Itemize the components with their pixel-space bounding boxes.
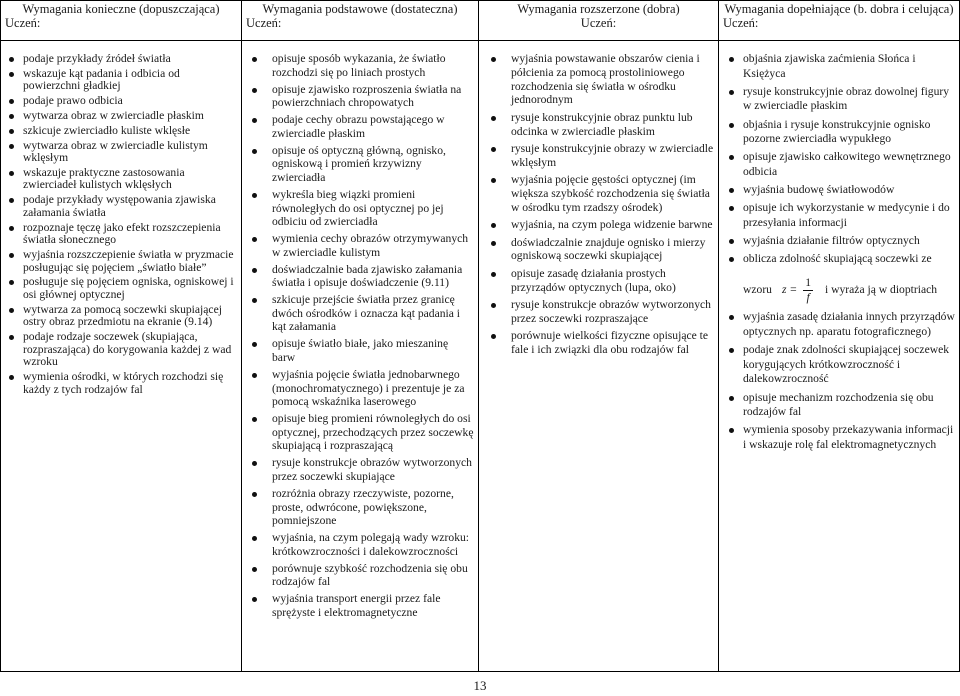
column-header — [719, 1, 959, 41]
requirement-item: wyjaśnia powstawanie obszarów cienia i półcienia za pomocą prostoliniowego rozchodzenia się światła w ośrodku jednorodnym — [511, 52, 714, 107]
requirement-item: wyjaśnia, na czym polegają wady wzroku: krótkowzroczności i dalekowzroczności — [272, 531, 474, 558]
requirement-item: wyjaśnia budowę światłowodów — [743, 183, 955, 198]
student-label: Uczeń: — [580, 16, 617, 30]
requirement-item: podaje prawo odbicia — [23, 95, 235, 108]
requirement-item: rozpoznaje tęczę jako efekt rozszczepienia światła słonecznego — [23, 222, 235, 247]
student-label: Uczeń: — [723, 16, 759, 30]
requirement-item: wskazuje praktyczne zastosowania zwierciadeł kulistych wklęsłych — [23, 167, 235, 192]
formula-prefix: wzoru — [743, 283, 772, 297]
requirement-list — [719, 41, 959, 453]
requirement-item: podaje znak zdolności skupiającej soczewek korygujących krótkowzroczność i dalekowzroczność — [743, 343, 955, 387]
requirement-item: doświadczalnie znajduje ognisko i mierzy ogniskową soczewki skupiającej — [511, 236, 714, 264]
requirement-item: rysuje konstrukcyjnie obraz dowolnej figury w zwierciadle płaskim — [743, 85, 955, 114]
requirement-item: wyjaśnia pojęcie gęstości optycznej (im większa szybkość rozchodzenia się światła w ośrodku tym rzadszy ośrodek) — [511, 173, 714, 214]
requirement-item: opisuje mechanizm rozchodzenia się obu rodzajów fal — [743, 391, 955, 420]
requirement-item: szkicuje przejście światła przez granicę dwóch ośrodków i oznacza kąt padania i kąt załamania — [272, 293, 474, 334]
requirement-item: rysuje konstrukcje obrazów wytworzonych przez soczewki rozpraszające — [511, 298, 714, 326]
requirement-item: wykreśla bieg wiązki promieni równoległych do osi optycznej po jej odbiciu od zwierciadła — [272, 188, 474, 229]
requirement-item: opisuje zasadę działania prostych przyrządów optycznych (lupa, oko) — [511, 267, 714, 295]
requirement-item: wyjaśnia działanie filtrów optycznych — [743, 234, 955, 249]
formula-suffix: i wyraża ją w dioptriach — [825, 283, 938, 297]
column-title: Wymagania konieczne (dopuszczająca) — [22, 2, 220, 16]
requirement-item: oblicza zdolność skupiającą soczewki ze — [743, 252, 955, 267]
column-dopelniajace — [718, 1, 959, 671]
column-podstawowe — [241, 1, 478, 671]
requirement-item: opisuje ich wykorzystanie w medycynie i do przesyłania informacji — [743, 201, 955, 230]
requirement-item: opisuje sposób wykazania, że światło rozchodzi się po liniach prostych — [272, 52, 474, 79]
requirement-item: rysuje konstrukcyjnie obrazy w zwierciadle wklęsłym — [511, 141, 714, 169]
requirement-item: rysuje konstrukcyjnie obraz punktu lub odcinka w zwierciadle płaskim — [511, 111, 714, 139]
column-title: Wymagania rozszerzone (dobra) — [517, 2, 680, 16]
page-number: 13 — [473, 678, 487, 693]
lens-power-formula — [743, 270, 955, 310]
requirement-item: porównuje wielkości fizyczne opisujące te fale i ich związki dla obu rodzajów fal — [511, 329, 714, 357]
requirement-item: rysuje konstrukcje obrazów wytworzonych przez soczewki skupiające — [272, 456, 474, 483]
requirement-item: wymienia sposoby przekazywania informacji i wskazuje rolę fal elektromagnetycznych — [743, 423, 954, 451]
requirement-item: podaje przykłady występowania zjawiska załamania światła — [23, 194, 235, 219]
requirement-list — [1, 41, 241, 396]
requirement-item: wyjaśnia pojęcie światła jednobarwnego (monochromatycznego) i prezentuje je za pomocą wskaźnika laserowego — [272, 368, 474, 409]
requirement-item: opisuje oś optyczną główną, ognisko, ogniskową i promień krzywizny zwierciadła — [272, 144, 474, 185]
requirement-item: wskazuje kąt padania i odbicia od powierzchni gładkiej — [23, 68, 235, 93]
column-title: Wymagania podstawowe (dostateczna) — [262, 2, 458, 16]
requirement-item: opisuje bieg promieni równoległych do osi optycznej, przechodzących przez soczewkę skupiającą i rozpraszającą — [272, 412, 474, 453]
requirement-item: wyjaśnia, na czym polega widzenie barwne — [511, 218, 713, 232]
column-header — [1, 1, 241, 41]
requirement-item: opisuje światło białe, jako mieszaninę barw — [272, 337, 474, 364]
column-header — [479, 1, 718, 41]
column-konieczne — [1, 1, 241, 671]
column-rozszerzone — [478, 1, 718, 671]
formula-denominator: f — [806, 290, 810, 304]
requirement-item: opisuje zjawisko rozproszenia światła na powierzchniach chropowatych — [272, 83, 474, 110]
requirement-item: objaśnia i rysuje konstrukcyjnie ognisko pozorne zwierciadła wypukłego — [743, 118, 955, 147]
requirement-item: podaje cechy obrazu powstającego w zwierciadle płaskim — [272, 113, 474, 140]
requirement-item: porównuje szybkość rozchodzenia się obu rodzajów fal — [272, 562, 474, 589]
requirement-item: wytwarza obraz w zwierciadle płaskim — [23, 110, 235, 123]
requirement-item: podaje rodzaje soczewek (skupiająca, rozpraszająca) do korygowania każdej z wad wzroku — [23, 331, 235, 369]
requirement-item: wyjaśnia transport energii przez fale sprężyste i elektromagnetyczne — [272, 592, 474, 619]
requirement-item: wymienia ośrodki, w których rozchodzi się każdy z tych rodzajów fal — [23, 371, 235, 396]
column-header — [242, 1, 478, 41]
requirement-item: wyjaśnia rozszczepienie światła w pryzmacie posługując się pojęciem „światło białe” — [23, 248, 234, 274]
requirement-item: wyjaśnia zasadę działania innych przyrządów optycznych np. aparatu fotograficznego) — [743, 310, 955, 339]
requirement-item: doświadczalnie bada zjawisko załamania światła i opisuje doświadczenie (9.11) — [272, 263, 474, 290]
requirement-list — [242, 41, 478, 619]
requirement-item: posługuje się pojęciem ogniska, ogniskowej i osi głównej optycznej — [23, 275, 234, 301]
requirement-item: rozróżnia obrazy rzeczywiste, pozorne, proste, odwrócone, powiększone, pomniejszone — [272, 487, 474, 528]
formula-lhs: z = — [781, 283, 798, 297]
requirement-item: szkicuje zwierciadło kuliste wklęsłe — [23, 125, 235, 138]
formula-fraction — [803, 276, 813, 305]
requirement-item: podaje przykłady źródeł światła — [23, 53, 235, 66]
requirement-item: opisuje zjawisko całkowitego wewnętrznego odbicia — [743, 150, 955, 179]
requirement-item: wytwarza za pomocą soczewki skupiającej ostry obraz przedmiotu na ekranie (9.14) — [23, 304, 235, 329]
requirement-item: objaśnia zjawiska zaćmienia Słońca i Księżyca — [743, 52, 955, 81]
formula-numerator: 1 — [805, 275, 812, 289]
student-label: Uczeń: — [246, 16, 282, 30]
requirement-item: wytwarza obraz w zwierciadle kulistym wklęsłym — [23, 140, 235, 165]
requirement-list — [479, 41, 718, 357]
column-title: Wymagania dopełniające (b. dobra i celująca) — [724, 2, 954, 16]
student-label: Uczeń: — [5, 16, 41, 30]
requirement-item: wymienia cechy obrazów otrzymywanych w zwierciadle kulistym — [272, 232, 474, 259]
